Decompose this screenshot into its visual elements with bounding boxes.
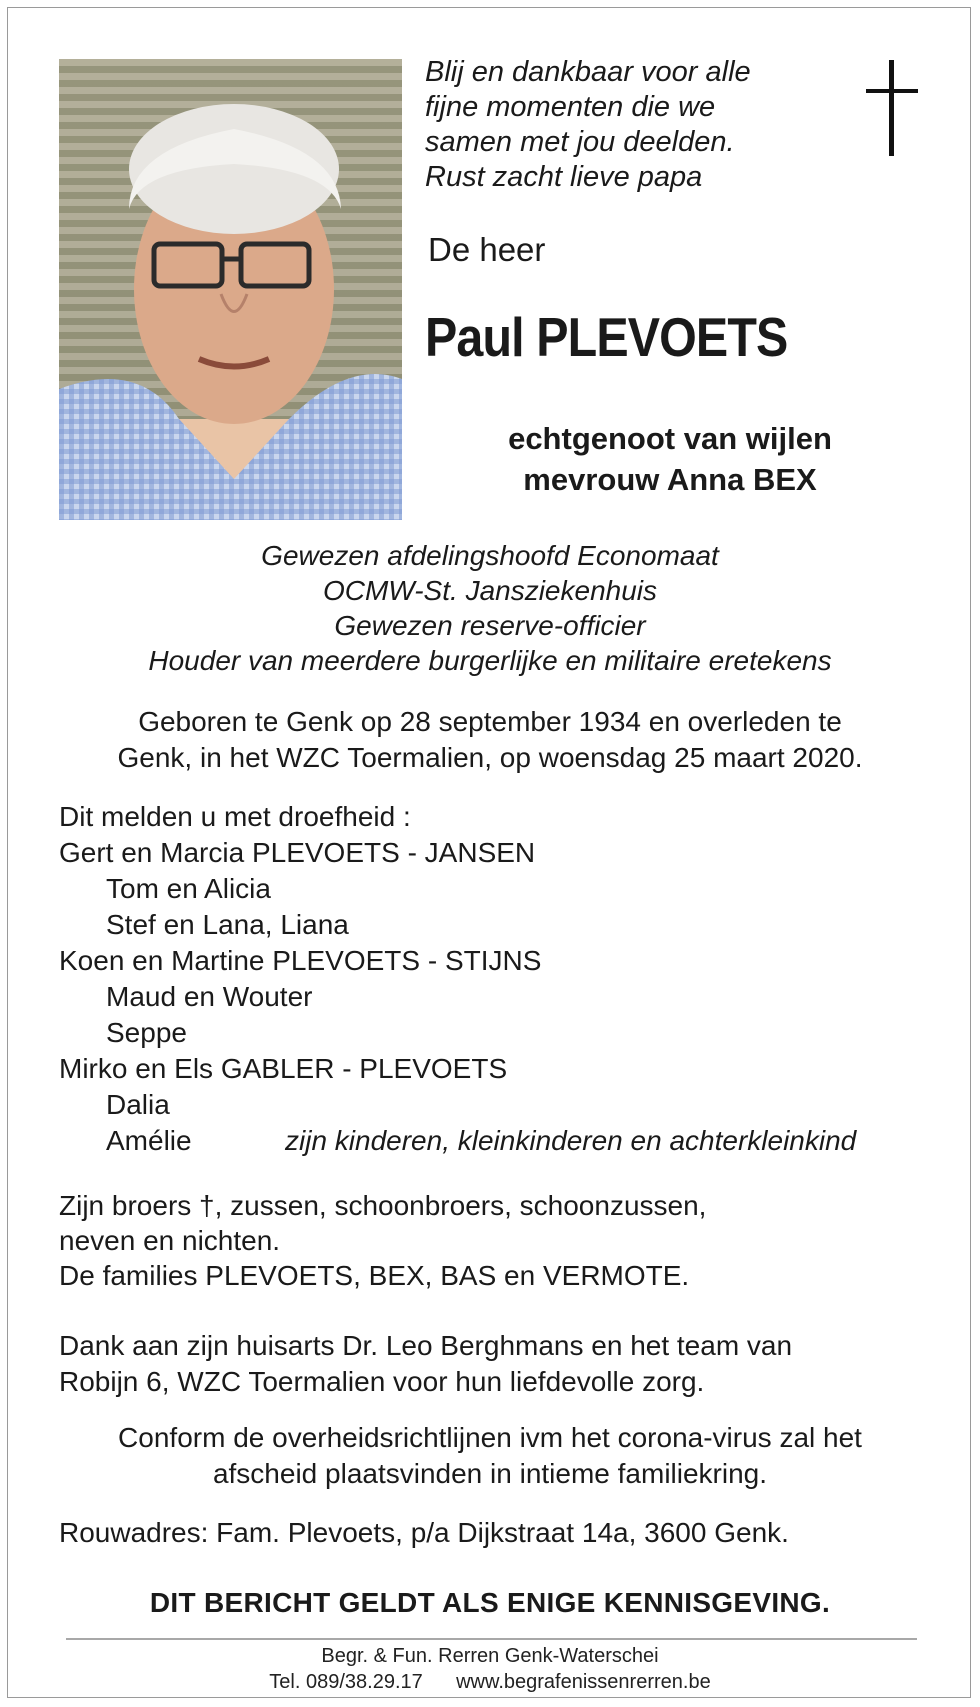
relatives-line: Zijn broers †, zussen, schoonbroers, schoonzussen, bbox=[59, 1190, 707, 1221]
corona-line: afscheid plaatsvinden in intieme familiekring. bbox=[212, 1458, 768, 1489]
function-line: Gewezen reserve-officier bbox=[334, 610, 646, 641]
family-parents: Gert en Marcia PLEVOETS - JANSEN bbox=[59, 837, 536, 868]
family-last-row bbox=[59, 1123, 939, 1159]
family-signature: zijn kinderen, kleinkinderen en achterkleinkind bbox=[285, 1125, 857, 1156]
family-parents: Koen en Martine PLEVOETS - STIJNS bbox=[59, 945, 542, 976]
birth-line: Genk, in het WZC Toermalien, op woensdag 25 maart 2020. bbox=[117, 742, 863, 773]
function-line: Gewezen afdelingshoofd Economaat bbox=[261, 540, 719, 571]
spouse-info bbox=[430, 418, 910, 500]
undertaker-phone: Tel. 089/38.29.17 bbox=[269, 1671, 423, 1693]
corona-line: Conform de overheidsrichtlijnen ivm het corona-virus zal het bbox=[118, 1422, 862, 1453]
thanks-line: Dank aan zijn huisarts Dr. Leo Berghmans en het team van bbox=[59, 1330, 793, 1361]
thanks-line: Robijn 6, WZC Toermalien voor hun liefdevolle zorg. bbox=[59, 1366, 705, 1397]
spouse-line: echtgenoot van wijlen bbox=[508, 421, 832, 456]
family-child: Amélie bbox=[106, 1125, 192, 1156]
birth-line: Geboren te Genk op 28 september 1934 en overleden te bbox=[138, 706, 842, 737]
portrait-photo bbox=[59, 59, 402, 520]
quote-line: fijne momenten die we bbox=[425, 91, 716, 123]
quote-line: samen met jou deelden. bbox=[425, 126, 735, 158]
honorific: De heer bbox=[428, 231, 546, 268]
family-parents: Mirko en Els GABLER - PLEVOETS bbox=[59, 1053, 508, 1084]
birth-death-info bbox=[0, 704, 980, 776]
quote-line: Rust zacht lieve papa bbox=[425, 161, 703, 193]
family-child: Tom en Alicia bbox=[106, 873, 271, 904]
undertaker-info bbox=[0, 1643, 980, 1695]
relatives bbox=[59, 1188, 706, 1293]
notice-banner: DIT BERICHT GELDT ALS ENIGE KENNISGEVING. bbox=[149, 1587, 831, 1618]
relatives-line: De families PLEVOETS, BEX, BAS en VERMOTE. bbox=[59, 1260, 690, 1291]
function-line: OCMW-St. Jansziekenhuis bbox=[322, 575, 658, 606]
relatives-line: neven en nichten. bbox=[59, 1225, 281, 1256]
divider bbox=[66, 1638, 917, 1640]
quote-line: Blij en dankbaar voor alle bbox=[425, 56, 751, 88]
family-child: Seppe bbox=[106, 1017, 187, 1048]
family-list bbox=[59, 799, 939, 1159]
corona-note bbox=[0, 1420, 980, 1492]
undertaker-name: Begr. & Fun. Rerren Genk-Waterschei bbox=[321, 1645, 659, 1667]
spouse-line: mevrouw Anna BEX bbox=[523, 462, 817, 497]
former-functions bbox=[0, 538, 980, 678]
thanks-note bbox=[59, 1328, 792, 1400]
function-line: Houder van meerdere burgerlijke en militaire eretekens bbox=[148, 645, 832, 676]
memorial-quote bbox=[425, 55, 751, 195]
family-child: Maud en Wouter bbox=[106, 981, 313, 1012]
undertaker-website[interactable]: www.begrafenissenrerren.be bbox=[456, 1671, 711, 1693]
deceased-name: Paul PLEVOETS bbox=[425, 306, 788, 368]
mourning-address: Rouwadres: Fam. Plevoets, p/a Dijkstraat 14a, 3600 Genk. bbox=[59, 1517, 789, 1548]
undertaker-contact bbox=[0, 1669, 980, 1695]
latin-cross-icon bbox=[862, 60, 922, 160]
family-child: Stef en Lana, Liana bbox=[106, 909, 349, 940]
family-intro: Dit melden u met droefheid : bbox=[59, 801, 411, 832]
family-child: Dalia bbox=[106, 1089, 170, 1120]
